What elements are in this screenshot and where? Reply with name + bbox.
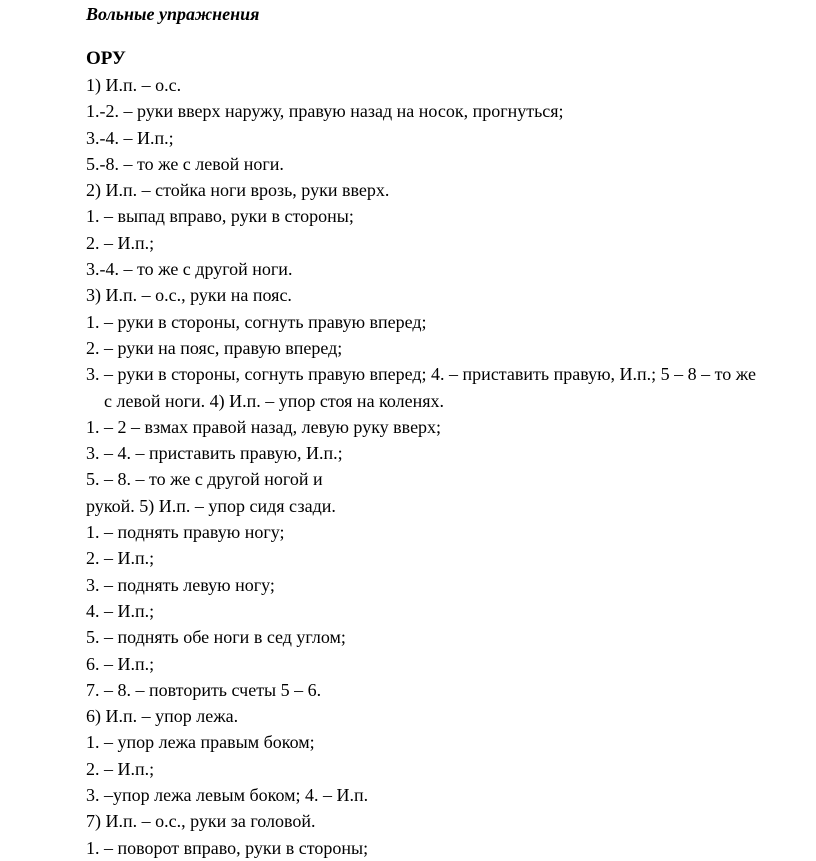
text-line: 1. – 2 – взмах правой назад, левую руку вверх; xyxy=(86,416,442,437)
text-line: 1. – поднять правую ногу; xyxy=(86,522,285,543)
section-heading: ОРУ xyxy=(86,48,126,69)
text-line: 3.-4. – И.п.; xyxy=(86,127,174,148)
text-line: 3) И.п. – о.с., руки на пояс. xyxy=(86,285,292,306)
text-line: 3. – поднять левую ногу; xyxy=(86,574,275,595)
text-line: 1) И.п. – о.с. xyxy=(86,75,182,95)
text-line: 1.-2. – руки вверх наружу, правую назад на носок, прогнуться; xyxy=(86,101,564,122)
text-line: 7. – 8. – повторить счеты 5 – 6. xyxy=(86,679,322,700)
text-line: 5. – поднять обе ноги в сед углом; xyxy=(86,627,346,648)
text-line: 6) И.п. – упор лежа. xyxy=(86,706,239,727)
text-line: 2. – И.п.; xyxy=(86,232,155,253)
text-line: 5. – 8. – то же с другой ногой и xyxy=(86,469,323,490)
text-line: 2. – руки на пояс, правую вперед; xyxy=(86,337,343,358)
text-line: 1. – поворот вправо, руки в стороны; xyxy=(86,837,369,858)
text-line: 1. – упор лежа правым боком; xyxy=(86,732,315,753)
text-line: 2. – И.п.; xyxy=(86,548,155,569)
text-line: 3. –упор лежа левым боком; 4. – И.п. xyxy=(86,785,369,806)
text-line: 6. – И.п.; xyxy=(86,653,155,674)
text-line: рукой. 5) И.п. – упор сидя сзади. xyxy=(86,495,336,516)
text-line: 3. – 4. – приставить правую, И.п.; xyxy=(86,443,343,464)
text-line: 5.-8. – то же с левой ноги. xyxy=(86,153,284,174)
document-title: Вольные упражнения xyxy=(86,4,260,24)
text-line: 3. – руки в стороны, согнуть правую вперед; 4. – приставить правую, И.п.; 5 – 8 – то же xyxy=(86,364,756,385)
text-line: 1. – выпад вправо, руки в стороны; xyxy=(86,206,354,227)
text-line: с левой ноги. 4) И.п. – упор стоя на коленях. xyxy=(104,390,445,411)
exercise-list xyxy=(86,72,810,861)
text-line: 3.-4. – то же с другой ноги. xyxy=(86,259,293,280)
text-line: 4. – И.п.; xyxy=(86,600,155,621)
text-line: 2. – И.п.; xyxy=(86,758,155,779)
text-line: 1. – руки в стороны, согнуть правую вперед; xyxy=(86,311,427,332)
text-line: 7) И.п. – о.с., руки за головой. xyxy=(86,811,316,832)
text-line: 2) И.п. – стойка ноги врозь, руки вверх. xyxy=(86,180,390,201)
